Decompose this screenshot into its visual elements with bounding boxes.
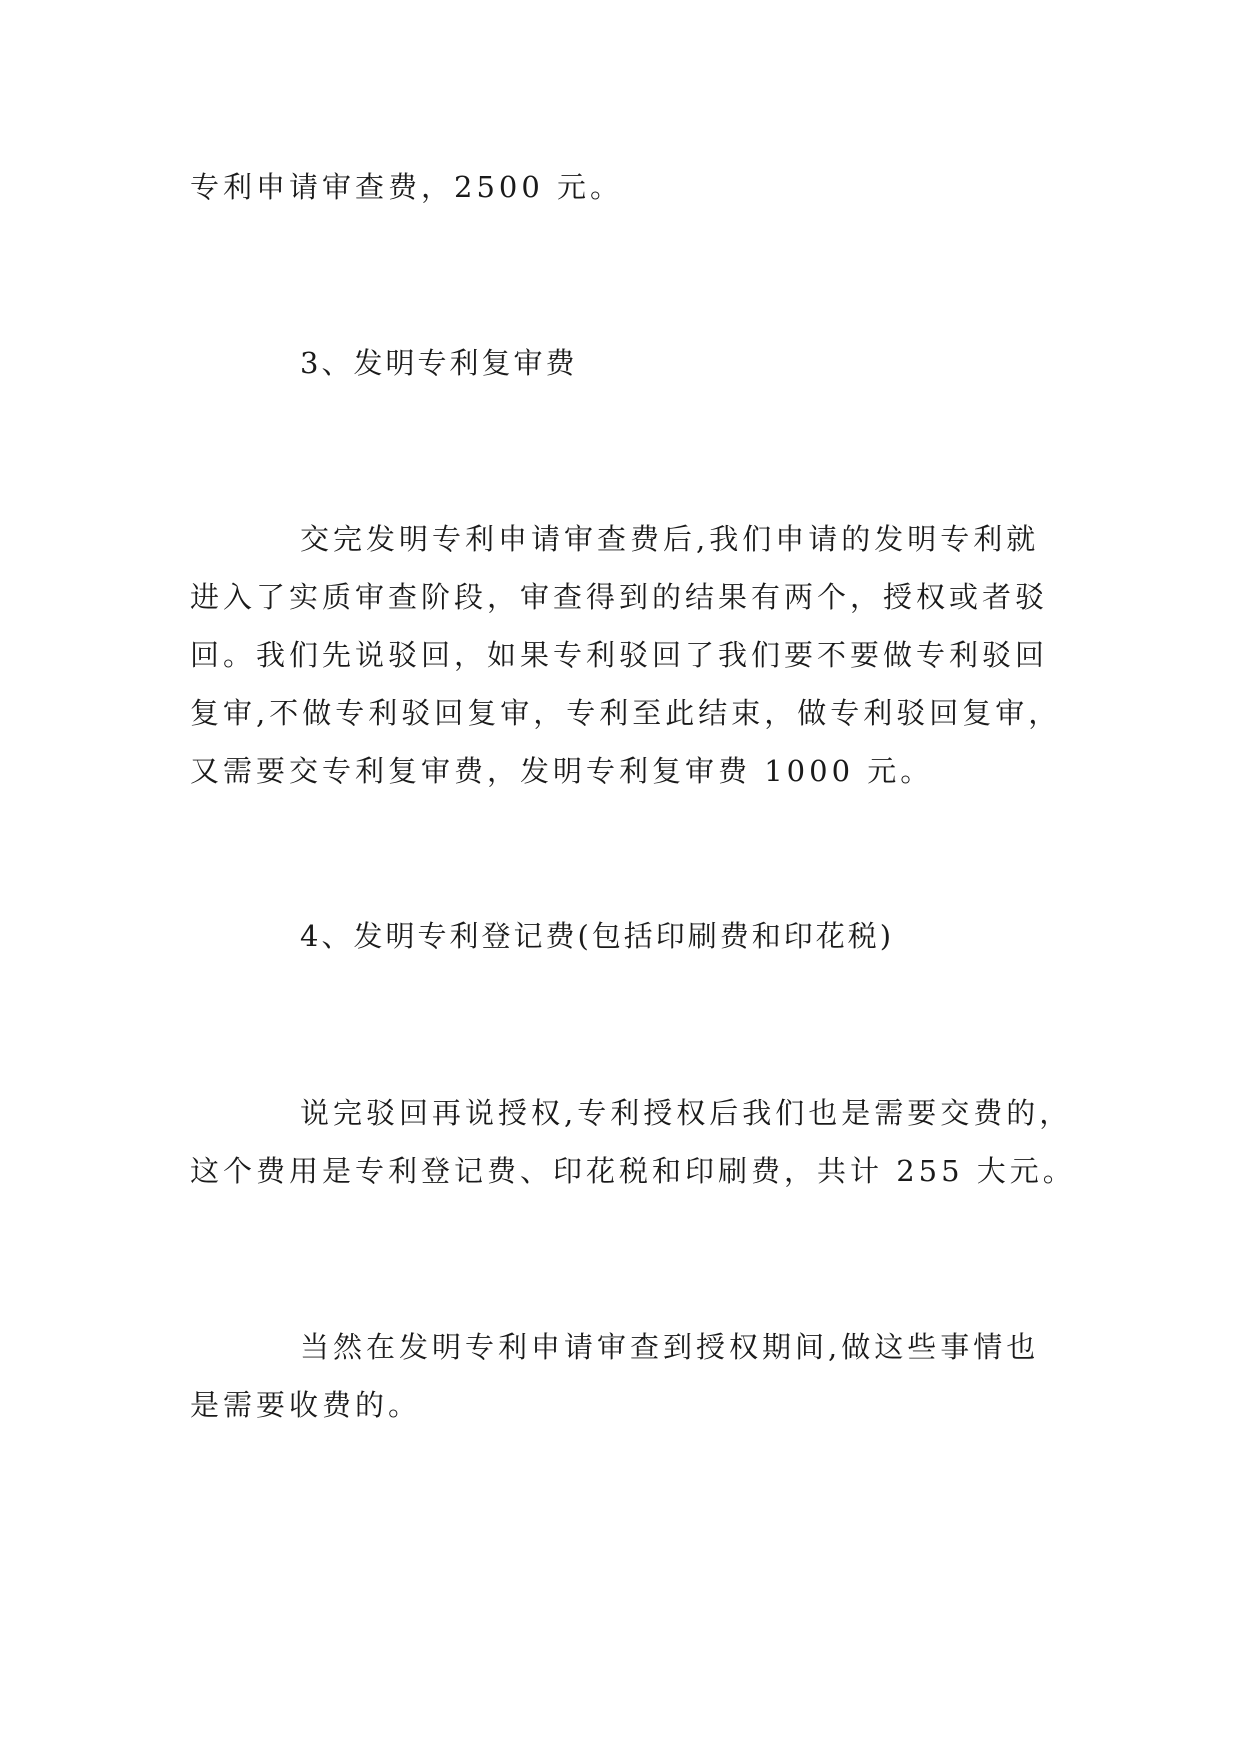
paragraph-line: 专利申请审查费，2500 元。 xyxy=(190,170,624,204)
paragraph-line: 进入了实质审查阶段，审查得到的结果有两个，授权或者驳 xyxy=(190,580,1049,614)
paragraph-reexamination xyxy=(190,510,1070,800)
paragraph-line: 交完发明专利申请审查费后,我们申请的发明专利就 xyxy=(300,522,1040,556)
paragraph-line: 说完驳回再说授权,专利授权后我们也是需要交费的， xyxy=(300,1096,1073,1130)
paragraph-authorization xyxy=(190,1084,1076,1200)
paragraph-line: 是需要收费的。 xyxy=(190,1388,422,1422)
paragraph-line: 当然在发明专利申请审查到授权期间,做这些事情也 xyxy=(300,1330,1040,1364)
paragraph-line: 这个费用是专利登记费、印花税和印刷费，共计 255 大元。 xyxy=(190,1154,1076,1188)
paragraph-other-fees xyxy=(190,1318,1070,1434)
paragraph-exam-fee xyxy=(190,158,1070,216)
paragraph-line: 复审,不做专利驳回复审，专利至此结束，做专利驳回复审， xyxy=(190,696,1062,730)
paragraph-line: 回。我们先说驳回，如果专利驳回了我们要不要做专利驳回 xyxy=(190,638,1049,672)
heading-reexamination-fee: 3、发明专利复审费 xyxy=(300,346,578,380)
heading-registration-fee: 4、发明专利登记费(包括印刷费和印花税) xyxy=(300,919,895,953)
paragraph-line: 又需要交专利复审费，发明专利复审费 1000 元。 xyxy=(190,754,934,788)
